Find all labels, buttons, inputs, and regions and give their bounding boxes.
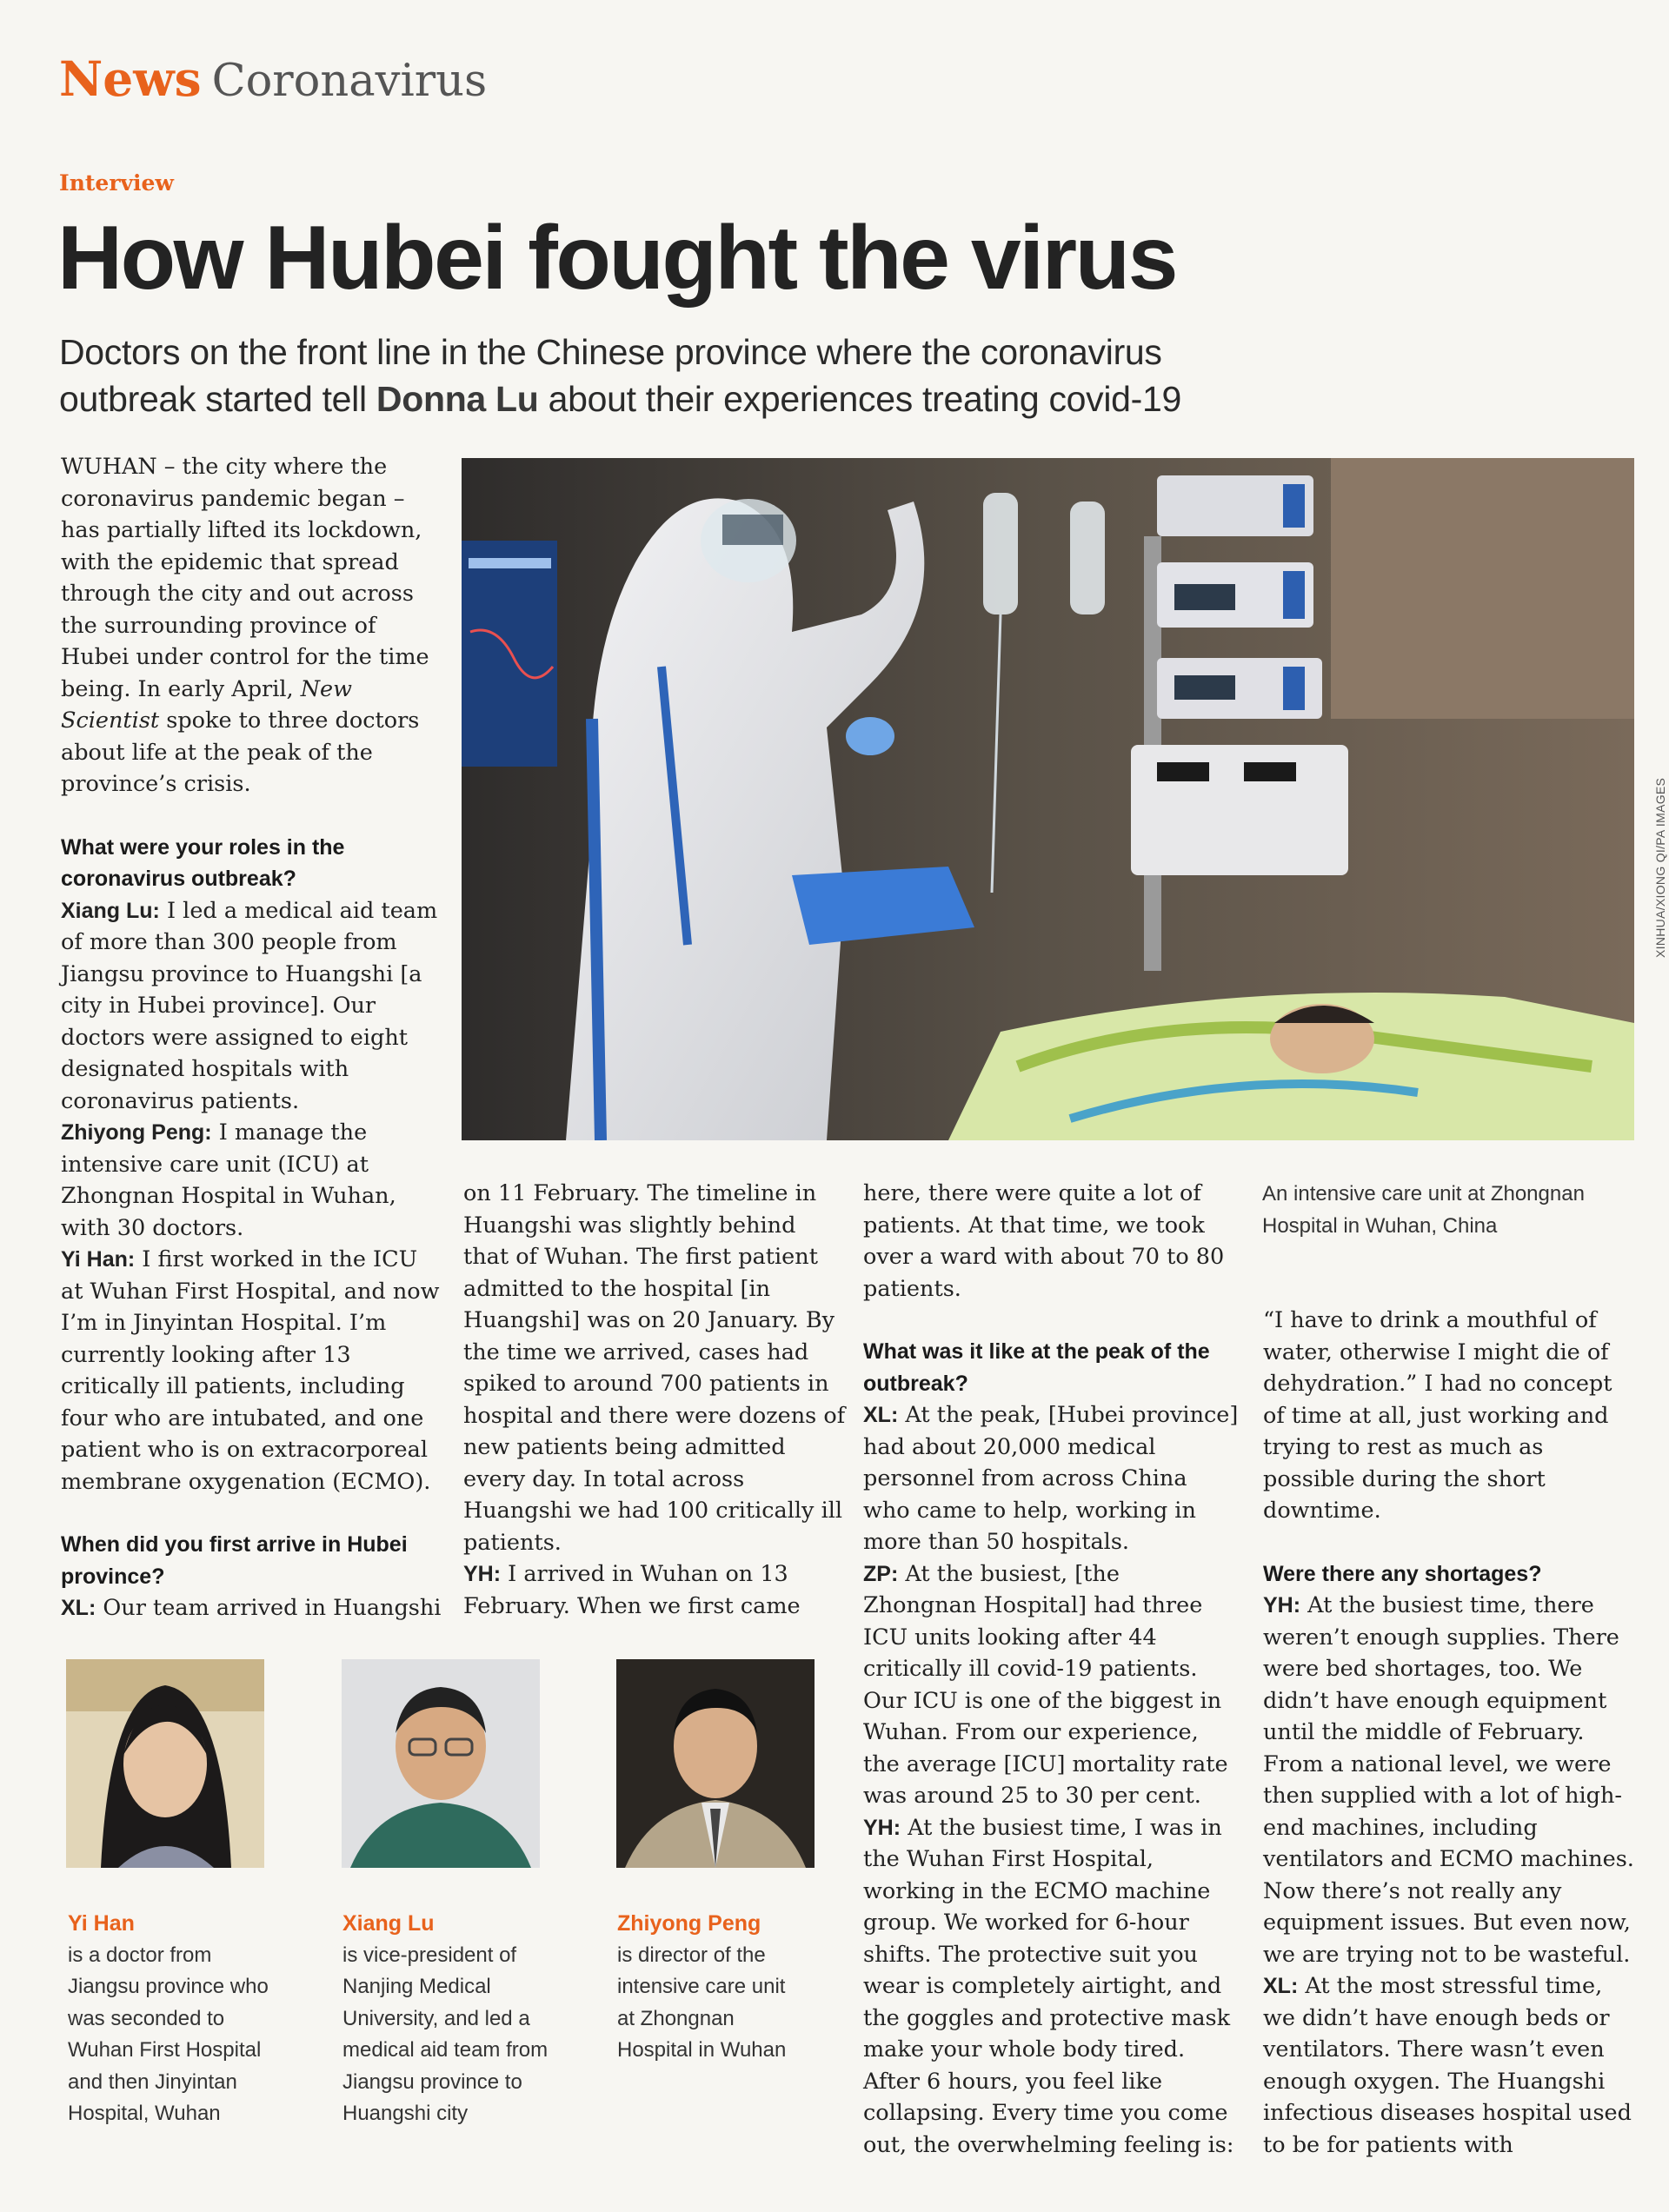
question-arrival: When did you first arrive in Hubei province? (61, 1532, 408, 1589)
bio-xiang-lu: Xiang Lu is vice-president of Nanjing Medical University, and led a medical aid team from Jiangsu province to Huangshi city (342, 1911, 549, 2125)
photo-credit: XINHUA/XIONG QI/PA IMAGES (1653, 777, 1667, 958)
publication-name: New Scientist (61, 675, 352, 734)
article-column-3: here, there were quite a lot of patients. At that time, we took over a ward with about 70 to 80 patients. What was it like at the peak of the outbreak? XL: At the peak, [Hubei province] had about 20,000 medical personnel from across China who came to help, working in more than 50 hospitals. ZP: At the busiest, [the Zhongnan Hospital] had three ICU units looking after 44 critically ill covid-19 patients. Our ICU is one of the biggest in Wuhan. From our experience, the average [ICU] mortality rate was around 25 to 30 per cent. YH: At the busiest time, I was in the Wuhan First Hospital, working in the ECMO machine group. We worked for 6-hour shifts. The protective suit you wear is completely airtight, and the goggles and protective mask make your whole body tired. After 6 hours, you feel like collapsing. Every time you come out, the overwhelming feeling is: (863, 1180, 1239, 2158)
icu-photo (462, 458, 1634, 1140)
question-roles: What were your roles in the coronavirus outbreak? (61, 834, 345, 891)
article-kicker: Interview (59, 170, 174, 196)
article-column-1: WUHAN – the city where the coronavirus pandemic began – has partially lifted its lockdown, with the epidemic that spread through the city and out across the surrounding province of Hubei under control for the time being. In early April, New Scientist spoke to three doctors about life at the peak of the province’s crisis. What were your roles in the coronavirus outbreak? Xiang Lu: I led a medical aid team of more than 300 people from Jiangsu province to Huangshi [a city in Hubei province]. Our doctors were assigned to eight designated hospitals with coronavirus patients. Zhiyong Peng: I manage the intensive care unit (ICU) at Zhongnan Hospital in Wuhan, with 30 doctors. Yi Han: I first worked in the ICU at Wuhan First Hospital, and now I’m in Jinyintan Hospital. I’m currently looking after 13 critically ill patients, including four who are intubated, and one patient who is on extracorporeal membrane oxygenation (ECMO). When did you first arrive in Hubei province? XL: Our team arrived in Huangshi (61, 451, 443, 1624)
question-shortages: Were there any shortages? (1263, 1561, 1542, 1586)
section-header (59, 50, 487, 107)
article-standfirst: Doctors on the front line in the Chinese province where the coronavirus outbreak started tell Donna Lu about their experiences treating covid-19 (59, 332, 1182, 420)
author-byline: Donna Lu (376, 379, 539, 420)
bio-yi-han: Yi Han is a doctor from Jiangsu province who was seconded to Wuhan First Hospital and then Jinyintan Hospital, Wuhan (68, 1911, 269, 2125)
section-topic: Coronavirus (211, 56, 488, 107)
portrait-yi-han (66, 1659, 264, 1868)
portrait-zhiyong-peng (616, 1659, 815, 1868)
portrait-xiang-lu (342, 1659, 540, 1868)
question-peak: What was it like at the peak of the outbreak? (863, 1339, 1210, 1396)
intro-paragraph: WUHAN – the city where the coronavirus pandemic began – has partially lifted its lockdown, with the epidemic that spread through the city and out across the surrounding province of Hubei under control for the time being. In early April, New Scientist spoke to three doctors about life at the peak of the province’s crisis. (61, 454, 429, 797)
article-column-4: “I have to drink a mouthful of water, otherwise I might die of dehydration.” I had no concept of time at all, just working and trying to rest as much as possible during the short downtime. Were there any shortages? YH: At the busiest time, there weren’t enough supplies. There were bed shortages, too. We didn’t have enough equipment until the middle of February. From a national level, we were then supplied with a lot of high-end machines, including ventilators and ECMO machines. Now there’s not really any equipment issues. But even now, we are trying not to be wasteful. XL: At the most stressful time, we didn’t have enough beds or ventilators. There wasn’t even enough oxygen. The Huangshi infectious diseases hospital used to be for patients with (1263, 1305, 1639, 2161)
article-column-2: on 11 February. The timeline in Huangshi was slightly behind that of Wuhan. The first patient admitted to the hospital [in Huangshi] was on 20 January. By the time we arrived, cases had spiked to around 700 patients in hospital and there were dozens of new patients being admitted every day. In total across Huangshi we had 100 critically ill patients. YH: I arrived in Wuhan on 13 February. When we first came (463, 1180, 846, 1619)
photo-caption: An intensive care unit at Zhongnan Hospital in Wuhan, China (1262, 1182, 1585, 1238)
article-headline: How Hubei fought the virus (57, 208, 1176, 309)
bio-zhiyong-peng: Zhiyong Peng is director of the intensive care unit at Zhongnan Hospital in Wuhan (617, 1911, 787, 2062)
section-label: News (59, 50, 202, 107)
